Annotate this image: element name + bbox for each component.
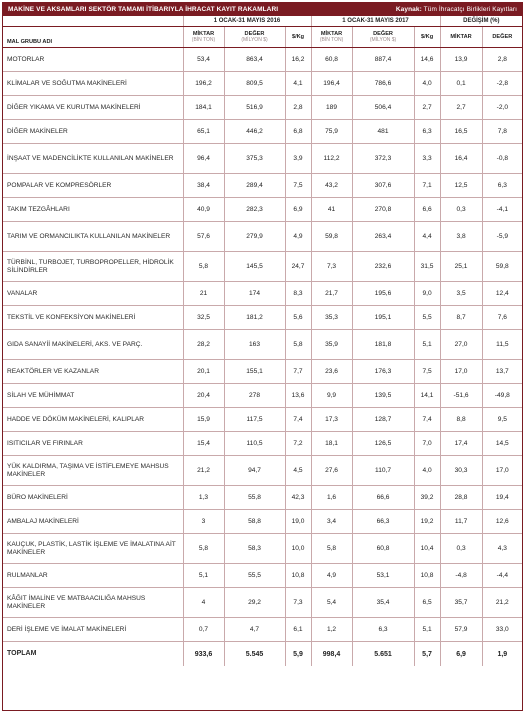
- cell-change-qty: 30,3: [440, 456, 482, 486]
- cell-qty-2016: 15,9: [183, 408, 224, 432]
- header-group-name: MAL GRUBU ADI: [3, 27, 183, 48]
- cell-qty-2017: 18,1: [311, 432, 352, 456]
- table-row: [3, 618, 522, 642]
- cell-change-value: -0,8: [482, 144, 522, 174]
- cell-qty-2016: 15,4: [183, 432, 224, 456]
- cell-value-2017: 887,4: [352, 48, 414, 72]
- cell-change-value: -2,0: [482, 96, 522, 120]
- cell-change-value: 11,5: [482, 330, 522, 360]
- table-row: [3, 330, 522, 360]
- header-qty-unit: (BİN TON): [191, 37, 216, 43]
- header-value-label: DEĞER: [244, 31, 265, 37]
- cell-value-2017: 232,6: [352, 252, 414, 282]
- header-period-2016: 1 OCAK-31 MAYIS 2016: [183, 16, 311, 27]
- cell-perkg-2017: 10,4: [414, 534, 440, 564]
- cell-qty-2017: 59,8: [311, 222, 352, 252]
- cell-qty-2017: 5,4: [311, 588, 352, 618]
- cell-value-2016: 446,2: [224, 120, 285, 144]
- cell-perkg-2016: 7,3: [285, 588, 311, 618]
- cell-change-qty: 27,0: [440, 330, 482, 360]
- cell-perkg-2016: 5,6: [285, 306, 311, 330]
- cell-value-2017: 66,3: [352, 510, 414, 534]
- cell-group-name: İNŞAAT VE MADENCİLİKTE KULLANILAN MAKİNELER: [3, 144, 183, 174]
- cell-change-value: 33,0: [482, 618, 522, 642]
- cell-group-name: TÜRBİNL, TURBOJET, TURBOPROPELLER, HİDROLİK SİLİNDİRLER: [3, 252, 183, 282]
- cell-group-name: HADDE VE DÖKÜM MAKİNELERİ, KALIPLAR: [3, 408, 183, 432]
- cell-group-name: AMBALAJ MAKİNELERİ: [3, 510, 183, 534]
- cell-value-2017: 128,7: [352, 408, 414, 432]
- total-row: [3, 642, 522, 667]
- table-row: [3, 486, 522, 510]
- cell-qty-2016: 96,4: [183, 144, 224, 174]
- cell-qty-2016: 32,5: [183, 306, 224, 330]
- cell-perkg-2016: 4,5: [285, 456, 311, 486]
- cell-value-2016: 155,1: [224, 360, 285, 384]
- cell-value-2017: 270,8: [352, 198, 414, 222]
- cell-qty-2017: 5,8: [311, 534, 352, 564]
- cell-qty-2016: 5,1: [183, 564, 224, 588]
- cell-perkg-2017: 3,3: [414, 144, 440, 174]
- cell-change-qty: 57,9: [440, 618, 482, 642]
- cell-value-2016: 516,9: [224, 96, 285, 120]
- cell-group-name: MOTORLAR: [3, 48, 183, 72]
- cell-value-2017: 506,4: [352, 96, 414, 120]
- cell-change-qty: 0,3: [440, 534, 482, 564]
- cell-group-name: DERİ İŞLEME VE İMALAT MAKİNELERİ: [3, 618, 183, 642]
- cell-group-name: BÜRO MAKİNELERİ: [3, 486, 183, 510]
- cell-group-name: RULMANLAR: [3, 564, 183, 588]
- cell-group-name: KLİMALAR VE SOĞUTMA MAKİNELERİ: [3, 72, 183, 96]
- header-value-2017: [352, 27, 414, 48]
- cell-change-value: -4,4: [482, 564, 522, 588]
- cell-value-2016: 55,8: [224, 486, 285, 510]
- cell-perkg-2017: 7,5: [414, 360, 440, 384]
- table-row: [3, 456, 522, 486]
- cell-qty-2017: 35,9: [311, 330, 352, 360]
- cell-value-2016: 29,2: [224, 588, 285, 618]
- cell-perkg-2016: 10,0: [285, 534, 311, 564]
- cell-qty-2017: 23,6: [311, 360, 352, 384]
- cell-qty-2017: 112,2: [311, 144, 352, 174]
- cell-qty-2017: 1,6: [311, 486, 352, 510]
- header-qty-unit: (BİN TON): [319, 37, 344, 43]
- cell-value-2017: 53,1: [352, 564, 414, 588]
- cell-change-value: 21,2: [482, 588, 522, 618]
- header-perkg-2017: $/Kg: [414, 27, 440, 48]
- cell-value-2016: 58,8: [224, 510, 285, 534]
- cell-qty-2017: 75,9: [311, 120, 352, 144]
- header-change-qty: MİKTAR: [440, 27, 482, 48]
- cell-value-2017: 481: [352, 120, 414, 144]
- header-qty-2016: [183, 27, 224, 48]
- cell-value-2016: 55,5: [224, 564, 285, 588]
- table-row: [3, 534, 522, 564]
- cell-change-value: -5,9: [482, 222, 522, 252]
- cell-change-value: 17,0: [482, 456, 522, 486]
- header-value-unit: (MİLYON $): [369, 37, 397, 43]
- cell-perkg-2016: 5,8: [285, 330, 311, 360]
- cell-perkg-2017: 9,0: [414, 282, 440, 306]
- cell-perkg-2016: 7,4: [285, 408, 311, 432]
- total-qty-2016: 933,6: [183, 642, 224, 667]
- cell-perkg-2016: 16,2: [285, 48, 311, 72]
- cell-value-2016: 809,5: [224, 72, 285, 96]
- table-row: [3, 120, 522, 144]
- header-row-periods: [3, 16, 522, 27]
- cell-change-value: 14,5: [482, 432, 522, 456]
- cell-change-qty: 16,4: [440, 144, 482, 174]
- header-value-label: DEĞER: [373, 31, 393, 37]
- header-period-2017: 1 OCAK-31 MAYIS 2017: [311, 16, 440, 27]
- cell-value-2016: 94,7: [224, 456, 285, 486]
- cell-value-2016: 58,3: [224, 534, 285, 564]
- cell-value-2017: 181,8: [352, 330, 414, 360]
- table-row: [3, 144, 522, 174]
- cell-group-name: KAUÇUK, PLASTİK, LASTİK İŞLEME VE İMALATINA AİT MAKİNELER: [3, 534, 183, 564]
- cell-change-qty: 0,3: [440, 198, 482, 222]
- cell-qty-2016: 5,8: [183, 252, 224, 282]
- table-row: [3, 282, 522, 306]
- cell-qty-2016: 20,4: [183, 384, 224, 408]
- cell-perkg-2016: 6,8: [285, 120, 311, 144]
- table-row: [3, 408, 522, 432]
- table-row: [3, 510, 522, 534]
- cell-perkg-2016: 4,9: [285, 222, 311, 252]
- cell-change-qty: 11,7: [440, 510, 482, 534]
- cell-qty-2017: 196,4: [311, 72, 352, 96]
- cell-perkg-2016: 7,7: [285, 360, 311, 384]
- cell-value-2017: 372,3: [352, 144, 414, 174]
- total-change-qty: 6,9: [440, 642, 482, 667]
- cell-value-2017: 60,8: [352, 534, 414, 564]
- cell-group-name: TARIM VE ORMANCILIKTA KULLANILAN MAKİNELER: [3, 222, 183, 252]
- total-qty-2017: 998,4: [311, 642, 352, 667]
- cell-perkg-2017: 10,8: [414, 564, 440, 588]
- cell-change-value: 6,3: [482, 174, 522, 198]
- header-qty-2017: [311, 27, 352, 48]
- cell-perkg-2017: 5,5: [414, 306, 440, 330]
- cell-change-value: 12,6: [482, 510, 522, 534]
- total-perkg-2016: 5,9: [285, 642, 311, 667]
- table-row: [3, 588, 522, 618]
- cell-qty-2017: 3,4: [311, 510, 352, 534]
- cell-qty-2016: 65,1: [183, 120, 224, 144]
- export-table: [3, 16, 522, 666]
- cell-change-value: 19,4: [482, 486, 522, 510]
- cell-perkg-2016: 4,1: [285, 72, 311, 96]
- cell-qty-2016: 40,9: [183, 198, 224, 222]
- cell-change-value: 13,7: [482, 360, 522, 384]
- cell-value-2017: 195,1: [352, 306, 414, 330]
- cell-qty-2016: 28,2: [183, 330, 224, 360]
- header-blank: [3, 16, 183, 27]
- cell-perkg-2017: 14,1: [414, 384, 440, 408]
- cell-qty-2017: 43,2: [311, 174, 352, 198]
- source-note: [396, 6, 517, 13]
- cell-group-name: GIDA SANAYİİ MAKİNELERİ, AKS. VE PARÇ.: [3, 330, 183, 360]
- cell-value-2016: 279,9: [224, 222, 285, 252]
- header-qty-label: MİKTAR: [192, 31, 215, 37]
- cell-group-name: VANALAR: [3, 282, 183, 306]
- cell-perkg-2016: 13,6: [285, 384, 311, 408]
- table-row: [3, 222, 522, 252]
- cell-perkg-2016: 42,3: [285, 486, 311, 510]
- cell-value-2016: 110,5: [224, 432, 285, 456]
- header-perkg-2016: $/Kg: [285, 27, 311, 48]
- cell-perkg-2016: 6,9: [285, 198, 311, 222]
- cell-value-2016: 163: [224, 330, 285, 360]
- cell-perkg-2017: 19,2: [414, 510, 440, 534]
- cell-qty-2016: 21: [183, 282, 224, 306]
- cell-qty-2017: 4,9: [311, 564, 352, 588]
- cell-group-name: KÂĞIT İMALİNE VE MATBAACILIĞA MAHSUS MAKİNELER: [3, 588, 183, 618]
- cell-change-qty: 0,1: [440, 72, 482, 96]
- cell-qty-2017: 60,8: [311, 48, 352, 72]
- cell-perkg-2017: 6,6: [414, 198, 440, 222]
- table-row: [3, 198, 522, 222]
- source-label: Kaynak:: [395, 6, 422, 13]
- cell-value-2016: 282,3: [224, 198, 285, 222]
- cell-qty-2017: 189: [311, 96, 352, 120]
- cell-change-qty: 3,8: [440, 222, 482, 252]
- cell-value-2017: 176,3: [352, 360, 414, 384]
- cell-qty-2016: 0,7: [183, 618, 224, 642]
- cell-value-2017: 110,7: [352, 456, 414, 486]
- cell-perkg-2016: 3,9: [285, 144, 311, 174]
- cell-change-qty: -51,6: [440, 384, 482, 408]
- cell-change-value: -2,8: [482, 72, 522, 96]
- cell-group-name: ISITICILAR VE FIRINLAR: [3, 432, 183, 456]
- cell-change-value: 4,3: [482, 534, 522, 564]
- cell-change-qty: 8,8: [440, 408, 482, 432]
- table-row: [3, 252, 522, 282]
- cell-perkg-2016: 7,2: [285, 432, 311, 456]
- cell-change-value: -49,8: [482, 384, 522, 408]
- cell-perkg-2017: 14,6: [414, 48, 440, 72]
- cell-value-2016: 174: [224, 282, 285, 306]
- cell-change-value: 2,8: [482, 48, 522, 72]
- cell-change-value: 59,8: [482, 252, 522, 282]
- header-value-2016: [224, 27, 285, 48]
- cell-perkg-2017: 5,1: [414, 618, 440, 642]
- cell-perkg-2017: 7,1: [414, 174, 440, 198]
- cell-qty-2016: 4: [183, 588, 224, 618]
- cell-group-name: REAKTÖRLER VE KAZANLAR: [3, 360, 183, 384]
- cell-value-2016: 181,2: [224, 306, 285, 330]
- cell-value-2016: 863,4: [224, 48, 285, 72]
- cell-change-value: 7,8: [482, 120, 522, 144]
- table-row: [3, 432, 522, 456]
- header-row-columns: [3, 27, 522, 48]
- table-row: [3, 360, 522, 384]
- cell-qty-2017: 7,3: [311, 252, 352, 282]
- table-row: [3, 72, 522, 96]
- cell-group-name: POMPALAR VE KOMPRESÖRLER: [3, 174, 183, 198]
- cell-perkg-2017: 7,4: [414, 408, 440, 432]
- cell-qty-2017: 9,9: [311, 384, 352, 408]
- cell-group-name: TEKSTİL VE KONFEKSİYON MAKİNELERİ: [3, 306, 183, 330]
- cell-value-2017: 786,6: [352, 72, 414, 96]
- table-row: [3, 384, 522, 408]
- cell-perkg-2017: 5,1: [414, 330, 440, 360]
- cell-qty-2017: 17,3: [311, 408, 352, 432]
- cell-change-value: -4,1: [482, 198, 522, 222]
- cell-group-name: DİĞER YIKAMA VE KURUTMA MAKİNELERİ: [3, 96, 183, 120]
- cell-value-2017: 66,6: [352, 486, 414, 510]
- cell-value-2016: 4,7: [224, 618, 285, 642]
- title-bar: [3, 3, 522, 16]
- cell-qty-2016: 1,3: [183, 486, 224, 510]
- cell-change-qty: 13,9: [440, 48, 482, 72]
- cell-change-qty: 3,5: [440, 282, 482, 306]
- table-row: [3, 96, 522, 120]
- cell-perkg-2017: 2,7: [414, 96, 440, 120]
- cell-value-2016: 289,4: [224, 174, 285, 198]
- cell-value-2017: 139,5: [352, 384, 414, 408]
- table-row: [3, 48, 522, 72]
- cell-qty-2016: 184,1: [183, 96, 224, 120]
- cell-qty-2017: 1,2: [311, 618, 352, 642]
- table-row: [3, 564, 522, 588]
- cell-perkg-2017: 39,2: [414, 486, 440, 510]
- table-title: MAKİNE VE AKSAMLARI SEKTÖR TAMAMI İTİBARIYLA İHRACAT KAYIT RAKAMLARI: [8, 6, 279, 13]
- header-qty-label: MİKTAR: [320, 31, 343, 37]
- cell-perkg-2017: 4,4: [414, 222, 440, 252]
- cell-value-2016: 145,5: [224, 252, 285, 282]
- total-value-2017: 5.651: [352, 642, 414, 667]
- cell-qty-2017: 35,3: [311, 306, 352, 330]
- cell-change-qty: -4,8: [440, 564, 482, 588]
- cell-change-qty: 35,7: [440, 588, 482, 618]
- cell-change-qty: 2,7: [440, 96, 482, 120]
- cell-qty-2016: 196,2: [183, 72, 224, 96]
- cell-change-qty: 16,5: [440, 120, 482, 144]
- cell-value-2016: 375,3: [224, 144, 285, 174]
- table-row: [3, 174, 522, 198]
- export-table-panel: [2, 2, 523, 711]
- cell-perkg-2017: 4,0: [414, 72, 440, 96]
- table-body: [3, 48, 522, 667]
- cell-group-name: SİLAH VE MÜHİMMAT: [3, 384, 183, 408]
- cell-change-qty: 25,1: [440, 252, 482, 282]
- header-value-unit: (MİLYON $): [241, 37, 268, 43]
- cell-perkg-2017: 6,5: [414, 588, 440, 618]
- cell-qty-2016: 38,4: [183, 174, 224, 198]
- cell-perkg-2016: 2,8: [285, 96, 311, 120]
- cell-change-qty: 17,0: [440, 360, 482, 384]
- cell-qty-2016: 53,4: [183, 48, 224, 72]
- cell-qty-2016: 5,8: [183, 534, 224, 564]
- cell-value-2017: 126,5: [352, 432, 414, 456]
- cell-perkg-2016: 8,3: [285, 282, 311, 306]
- cell-change-qty: 28,8: [440, 486, 482, 510]
- cell-change-qty: 12,5: [440, 174, 482, 198]
- cell-change-qty: 17,4: [440, 432, 482, 456]
- cell-qty-2017: 27,6: [311, 456, 352, 486]
- cell-perkg-2017: 4,0: [414, 456, 440, 486]
- cell-perkg-2016: 6,1: [285, 618, 311, 642]
- cell-qty-2016: 57,6: [183, 222, 224, 252]
- cell-value-2017: 195,6: [352, 282, 414, 306]
- cell-perkg-2016: 19,0: [285, 510, 311, 534]
- cell-group-name: YÜK KALDIRMA, TAŞIMA VE İSTİFLEMEYE MAHSUS MAKİNELER: [3, 456, 183, 486]
- cell-perkg-2016: 24,7: [285, 252, 311, 282]
- cell-qty-2016: 3: [183, 510, 224, 534]
- cell-group-name: TAKIM TEZGÂHLARI: [3, 198, 183, 222]
- cell-qty-2017: 41: [311, 198, 352, 222]
- total-value-2016: 5.545: [224, 642, 285, 667]
- cell-value-2016: 117,5: [224, 408, 285, 432]
- cell-group-name: DİĞER MAKİNELER: [3, 120, 183, 144]
- cell-value-2017: 35,4: [352, 588, 414, 618]
- cell-change-value: 7,6: [482, 306, 522, 330]
- table-row: [3, 306, 522, 330]
- total-change-value: 1,9: [482, 642, 522, 667]
- cell-perkg-2017: 31,5: [414, 252, 440, 282]
- cell-qty-2016: 21,2: [183, 456, 224, 486]
- source-text: Tüm İhracatçı Birlikleri Kayıtları: [423, 6, 517, 13]
- cell-change-value: 12,4: [482, 282, 522, 306]
- cell-qty-2017: 21,7: [311, 282, 352, 306]
- cell-qty-2016: 20,1: [183, 360, 224, 384]
- cell-value-2016: 278: [224, 384, 285, 408]
- cell-change-value: 9,5: [482, 408, 522, 432]
- header-change: DEĞİŞİM (%): [440, 16, 522, 27]
- header-change-value: DEĞER: [482, 27, 522, 48]
- cell-perkg-2016: 10,8: [285, 564, 311, 588]
- cell-perkg-2016: 7,5: [285, 174, 311, 198]
- cell-value-2017: 307,6: [352, 174, 414, 198]
- total-perkg-2017: 5,7: [414, 642, 440, 667]
- cell-perkg-2017: 7,0: [414, 432, 440, 456]
- total-label: TOPLAM: [3, 642, 183, 667]
- cell-value-2017: 6,3: [352, 618, 414, 642]
- cell-change-qty: 8,7: [440, 306, 482, 330]
- cell-value-2017: 263,4: [352, 222, 414, 252]
- cell-perkg-2017: 6,3: [414, 120, 440, 144]
